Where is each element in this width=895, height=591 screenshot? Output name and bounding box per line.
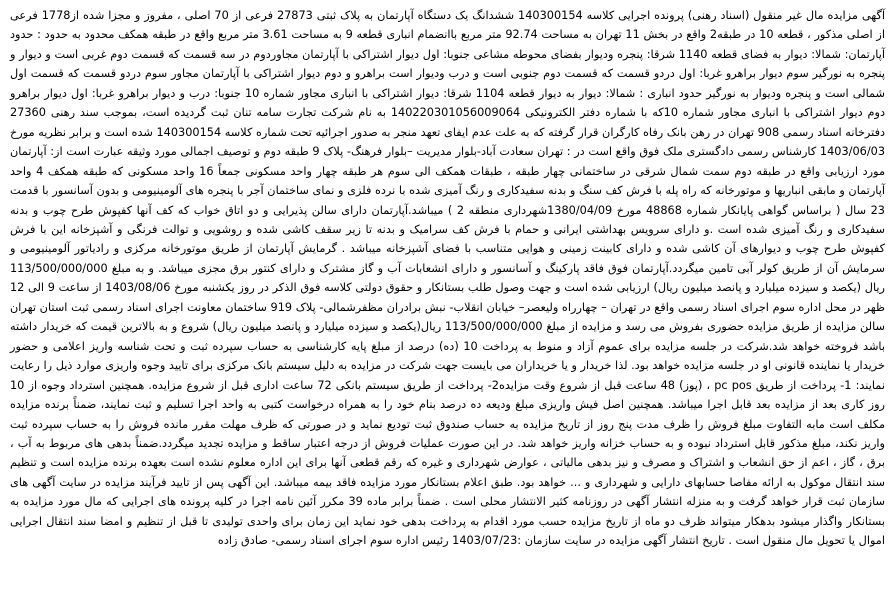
notice-paragraph: آگهی مزایده مال غیر منقول (اسناد رهنی) پرونده اجرایی کلاسه 140300154 ششدانگ یک دستگاه آپارتمان به پلاک ثبتی 27873 فرعی از 70 اصلی ، مفروز و مجزا شده از1778 فرعی از اصلی مذکور ، قطعه 10 در طبقه2 واقع در بخش 11 تهران به مساحت 92.74 متر مربع باانضمام انباری قطعه 9 به مساحت 3.61 متر مربع واقع در طبقه همکف محدود به حدود : حدود آپارتمان: شمالا: دیوار به فضای قطعه 1140 شرقا: پنجره ودیوار بفضای محوطه مشاعی جنوبا: اول دیوار اشتراکی با آپارتمان مجاوردوم در سه قسمت که قسمت دوم غربی است و دیوار و پنجره به نورگیر سوم دیوار براهرو غربا: اول دردو قسمت که قسمت دوم جنوبی است و درب ودیوار است براهرو و دوم دیوار اشتراکی با آپارتمان مجاور سوم دردو قسمت که قسمت اول شمالی است و پنجره ودیوار به نورگیر حدود انباری : شمالا: دیوار به دیوار قطعه 1104 شرقا: دیوار اشتراکی با انباری مجاور شماره 10 جنوبا: درب و دیوار براهرو غربا: اول دیوار براهرو دوم دیوار اشتراکی با انباری مجاور شماره 10که با شماره دفتر الکترونیکی 140220301056009064 به نام شرکت تجارت سامه تنان ثبت گردیده است، بموجب سند رهنی 27360 دفترخانه اسناد رسمی 908 تهران در رهن بانک رفاه کارگران قرار گرفته که به علت عدم ایفای تعهد منجر به صدور اجرائیه تحت شماره کلاسه 140300154 شده است و برابر نظریه مورخ 1403/06/03 کارشناس رسمی دادگستری ملک فوق واقع است در : تهران سعادت آباد-بلوار مدیریت –بلوار فرهنگ- پلاک 9 طبقه دوم و توصیف اجمالی مورد وثیقه عبارت است از: آپارتمان مورد ارزیابی واقع در طبقه دوم سمت شمال شرقی در ساختمانی چهار طبقه ، طبقات همکف الی سوم هر طبقه چهار واحد مسکونی جمعاً 16 واحد مسکونی که طبقه همکف 4 واحد آپارتمان و مابقی انباریها و موتورخانه که راه پله با فرش کف سنگ و بدنه سفیدکاری و رنگ آمیزی شده با نرده فلزی و نمای ساختمان آجر با پنجره های آلومینیومی و بدون آسانسور با قدمت 23 سال ( براساس گواهی پایانکار شماره 48868 مورخ 1380/04/09شهرداری منطقه 2 ) میباشد.آپارتمان دارای سالن پذیرایی و دو اتاق خواب که کف آنها کفپوش طرح چوب و بدنه سفیدکاری و رنگ آمیزی شده است .و دارای سرویس بهداشتی ایرانی و حمام با فرش کف سرامیک و بدنه تا زیر سقف کاشی شده و روشویی و توالت فرنگی و آشپزخانه این با فرش کفپوش طرح چوب و دیوارهای آن کاشی شده و دارای کابینت زمینی و هوایی متناسب با فضای آشپزخانه میباشد . گرمایش آپارتمان از طریق موتورخانه مرکزی و رادیاتور آلومینیومی و سرمایش آن از طریق کولر آبی تامین میگردد.آپارتمان فوق فاقد پارکینگ و آسانسور و دارای انشعابات آب و گاز مشترک و دارای کنتور برق مجزی میباشد. و به مبلغ 113/500/000/000 ریال (یکصد و سیزده میلیارد و پانصد میلیون ریال) ارزیابی شده است و جهت وصول طلب بستانکار و حقوق دولتی کلاسه فوق الذکر در روز یکشنبه مورخ 1403/08/06 از ساعت 9 الی 12 ظهر در محل اداره سوم اجرای اسناد رسمی واقع در تهران – چهارراه ولیعصر– خیابان انقلاب- نبش برادران مظفرشمالی- پلاک 919 ساختمان معاونت اجرای اسناد رسمی ثبت استان تهران سالن مزایده از طریق مزایده حضوری بفروش می رسد و مزایده از مبلغ 113/500/000/000 ریال(یکصد و سیزده میلیارد و پانصد میلیون ریال) شروع و به بالاترین قیمت که خریدار داشته باشد فروخته خواهد شد.شرکت در جلسه مزایده برای عموم آزاد و منوط به پرداخت 10 (ده) درصد از مبلغ پایه کارشناسی به حساب سپرده ثبت و تحت شناسه واریز اعلامی و حضور خریدار یا نماینده قانونی او در جلسه مزایده خواهد بود. لذا خریدار و یا خریداران می بایست جهت شرکت در مزایده به دلیل سیستم بانک مرکزی برای تایید وجوه واریزی موارد ذیل را رعایت نمایند: 1- پرداخت از طریق pc pos ، (پوز) 48 ساعت قبل از شروع وقت مزایده2- پرداخت از طریق سیستم بانکی 72 ساعت اداری قبل از شروع مزایده. همچنین استرداد وجوه از 10 روز کاری بعد از مزایده بعد قابل اجرا میباشد. همچنین اصل فیش واریزی مبلغ ودیعه ده درصد بنام خود را به همراه درخواست کتبی به واحد اجرا تسلیم و ثبت نمایند، ضمناً برنده مزایده مکلف است مابه التفاوت مبلغ فروش را ظرف مدت پنج روز از تاریخ مزایده به حساب صندوق ثبت تودیع نماید و در صورتی که ظرف مهلت مقرر مانده فروش را به حساب سپرده ثبت واریز نکند، مبلغ مذکور قابل استرداد نبوده و به حساب خزانه واریز خواهد شد. در این صورت عملیات فروش از درجه اعتبار ساقط و مزایده تجدید میگردد.ضمناً بدهی های مربوط به آب ، برق ، گاز ، اعم از حق انشعاب و اشتراک و مصرف و نیز بدهی مالیاتی ، عوارض شهرداری و غیره که رقم قطعی آنها برای این اداره معلوم نشده است بعهده برنده مزایده است و تنظیم سند انتقال موکول به ارائه مفاصا حسابهای دارایی و شهرداری و ... خواهد بود. طبق اعلام بستانکار مورد مزایده فاقد بیمه میباشد. این آگهی پس از تایید فرآیند مزایده در سایت آگهی های سازمان ثبت قرار خواهد گرفت و به منزله انتشار آگهی در روزنامه کثیر الانتشار محلی است . ضمناً برابر ماده 39 مکرر آئین نامه اجرا در کلیه پرونده های اجرایی که مال مورد مزایده به بستانکار واگذار میشود بدهکار میتواند ظرف دو ماه از تاریخ مزایده حسب مورد اقدام به پرداخت بدهی خود نماید این زمان برای واحدی تولیدی تا قبل از تنظیم و امضا سند انتقال اجرایی اموال یا تحویل مال منقول است . تاریخ انتشار آگهی مزایده در سایت سازمان :1403/07/23 رئیس اداره سوم اجرای اسناد رسمی- صادق زاده [10,9,886,548]
